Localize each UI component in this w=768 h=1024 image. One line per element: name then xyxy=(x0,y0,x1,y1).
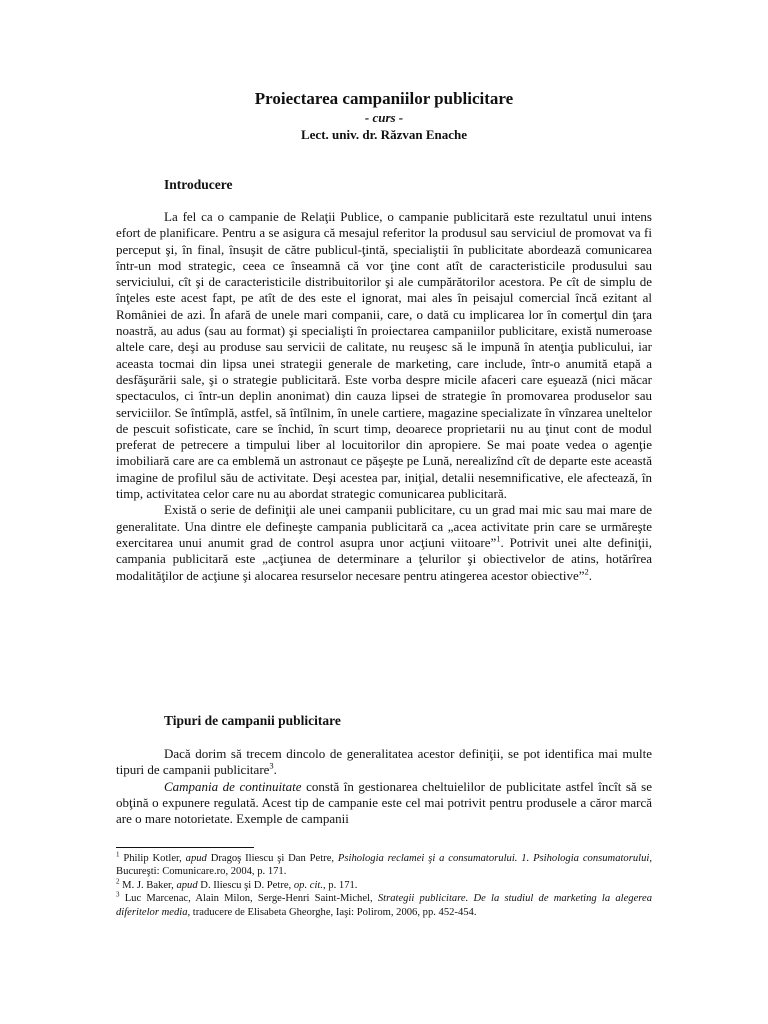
intro-p2-text-c: . xyxy=(588,567,592,583)
footnote-2-apud: apud xyxy=(176,879,198,891)
footnote-1-apud: apud xyxy=(185,853,207,864)
footnote-separator xyxy=(116,847,254,848)
footnote-2-number: 2 xyxy=(116,877,120,886)
intro-p2-text-a: Există o serie de definiţii ale unei campanii publicitare, cu un grad mai mic sau mai mare de generalitate. Una dintre ele defineşte campania publicitară ca „acea activitate prin care se urmăreşte exercitarea unui anumit grad de control asupra unor acţiuni viitoare” xyxy=(116,502,652,550)
section-heading-introducere: Introducere xyxy=(164,177,233,192)
footnote-2-authors: D. Iliescu şi D. Petre, xyxy=(197,879,294,891)
types-p2-text: constă în gestionarea cheltuielilor de publicitate astfel încît să se obţină o expunere regulată. Acest tip de campanie este cel mai potrivit pentru produsele a căror marcă are o mare notorietate. Exemple de campanii xyxy=(116,778,652,827)
footnote-2-page: , p. 171. xyxy=(323,879,358,891)
footnote-1-number: 1 xyxy=(116,850,120,859)
footnote-2-author: M. J. Baker, xyxy=(119,879,177,891)
types-p1-text-b: . xyxy=(273,762,277,778)
types-paragraph-2 xyxy=(116,779,652,828)
types-paragraph-1 xyxy=(116,746,652,779)
footnote-1-author: Philip Kotler, xyxy=(119,853,186,864)
footnote-3-number: 3 xyxy=(116,890,120,899)
footnote-2 xyxy=(116,879,652,892)
footnote-1 xyxy=(116,852,652,879)
term-campania-de-continuitate: Campania de continuitate xyxy=(164,778,302,794)
section-body-tipuri xyxy=(116,746,652,827)
section-heading-tipuri: Tipuri de campanii publicitare xyxy=(164,713,341,728)
document-header xyxy=(116,88,652,144)
footnote-2-opcit: op. cit. xyxy=(293,879,323,891)
footnote-ref-2[interactable]: 2 xyxy=(584,566,589,577)
footnote-3 xyxy=(116,892,652,919)
section-body-introducere xyxy=(116,209,652,584)
footnote-1-authors: Dragoş Iliescu şi Dan Petre, xyxy=(206,853,338,864)
document-title: Proiectarea campaniilor publicitare xyxy=(254,89,514,108)
footnotes xyxy=(116,852,652,919)
document-author: Lect. univ. dr. Răzvan Enache xyxy=(300,127,467,142)
footnote-1-publisher: , Bucureşti: Comunicare.ro, 2004, p. 171. xyxy=(116,853,652,878)
intro-paragraph-1: La fel ca o campanie de Relaţii Publice, o campanie publicitară este rezultatul unui intens efort de planificare. Pentru a se asigura că mesajul referitor la produsul sau serviciul de promovat va fi perceput şi, în final, însuşit de către publicul-ţintă, specialiştii în publicitate abordează comunicarea într-un mod strategic, ceea ce înseamnă că vor ţine cont atît de caracteristicile produsului sau serviciului, cît şi de caracteristicile distribuitorilor şi ale cumpărătorilor acestora. Pe cît de simplu de înţeles este acest fapt, pe atît de des este el ignorat, mai ales în peisajul comercial încă ezitant al României de azi. În afară de unele mari companii, care, o dată cu implicarea lor în comerţul din ţara noastră, au adus (sau au format) şi specialişti în proiectarea campaniilor publicitare, există numeroase altele care, deşi au produse sau servicii de calitate, nu reuşesc să le impună în atenţia publicului, iar aceasta tocmai din lipsa unei strategii generale de marketing, care include, într-o anumită etapă a desfăşurării sale, şi o strategie publicitară. Este vorba despre micile afaceri care eşuează (nici măcar spectaculos, ci într-un deplin anonimat) din cauza lipsei de strategie în promovarea produselor sau serviciilor. Se întîmplă, astfel, să întîlnim, în unele cartiere, magazine specializate în vînzarea uneltelor de pescuit sofisticate, care se închid, în scurt timp, deoarece proprietarii nu au ţinut cont de modul preferat de petrecere a timpului liber al locuitorilor din apropiere. Se mai poate vedea o agenţie imobiliară care are ca emblemă un astronaut ce păşeşte pe Lună, nerealizînd cît de departe este această imagine de profilul său de activitate. Deşi acestea par, iniţial, detalii nesemnificative, ele afectează, în timp, activitatea celor care nu au abordat strategic comunicarea publicitară. xyxy=(116,209,652,502)
footnote-1-title: Psihologia reclamei şi a consumatorului. 1. Psihologia consumatorului xyxy=(337,853,650,864)
footnote-3-publisher: , traducere de Elisabeta Gheorghe, Iaşi: Polirom, 2006, pp. 452-454. xyxy=(187,906,477,918)
footnote-ref-1[interactable]: 1 xyxy=(496,533,501,544)
footnote-3-title: Strategii publicitare. De la studiul de marketing la alegerea diferitelor media xyxy=(116,893,653,918)
document-subtitle: - curs - xyxy=(364,110,404,125)
types-p1-text-a: Dacă dorim să trecem dincolo de generalitatea acestor definiţii, se pot identifica mai multe tipuri de campanii publicitare xyxy=(116,746,652,778)
intro-paragraph-2 xyxy=(116,502,652,583)
footnote-ref-3[interactable]: 3 xyxy=(269,760,274,771)
footnote-3-authors: Luc Marcenac, Alain Milon, Serge-Henri Saint-Michel, xyxy=(119,893,378,905)
intro-p2-text-b: . Potrivit unei alte definiţii, campania publicitară este „acţiunea de determinare a ţelurilor şi obiectivelor de atins, hotărîrea modalităţilor de acţiune şi alocarea resurselor necesare pentru atingerea acestor obiective” xyxy=(116,534,652,583)
